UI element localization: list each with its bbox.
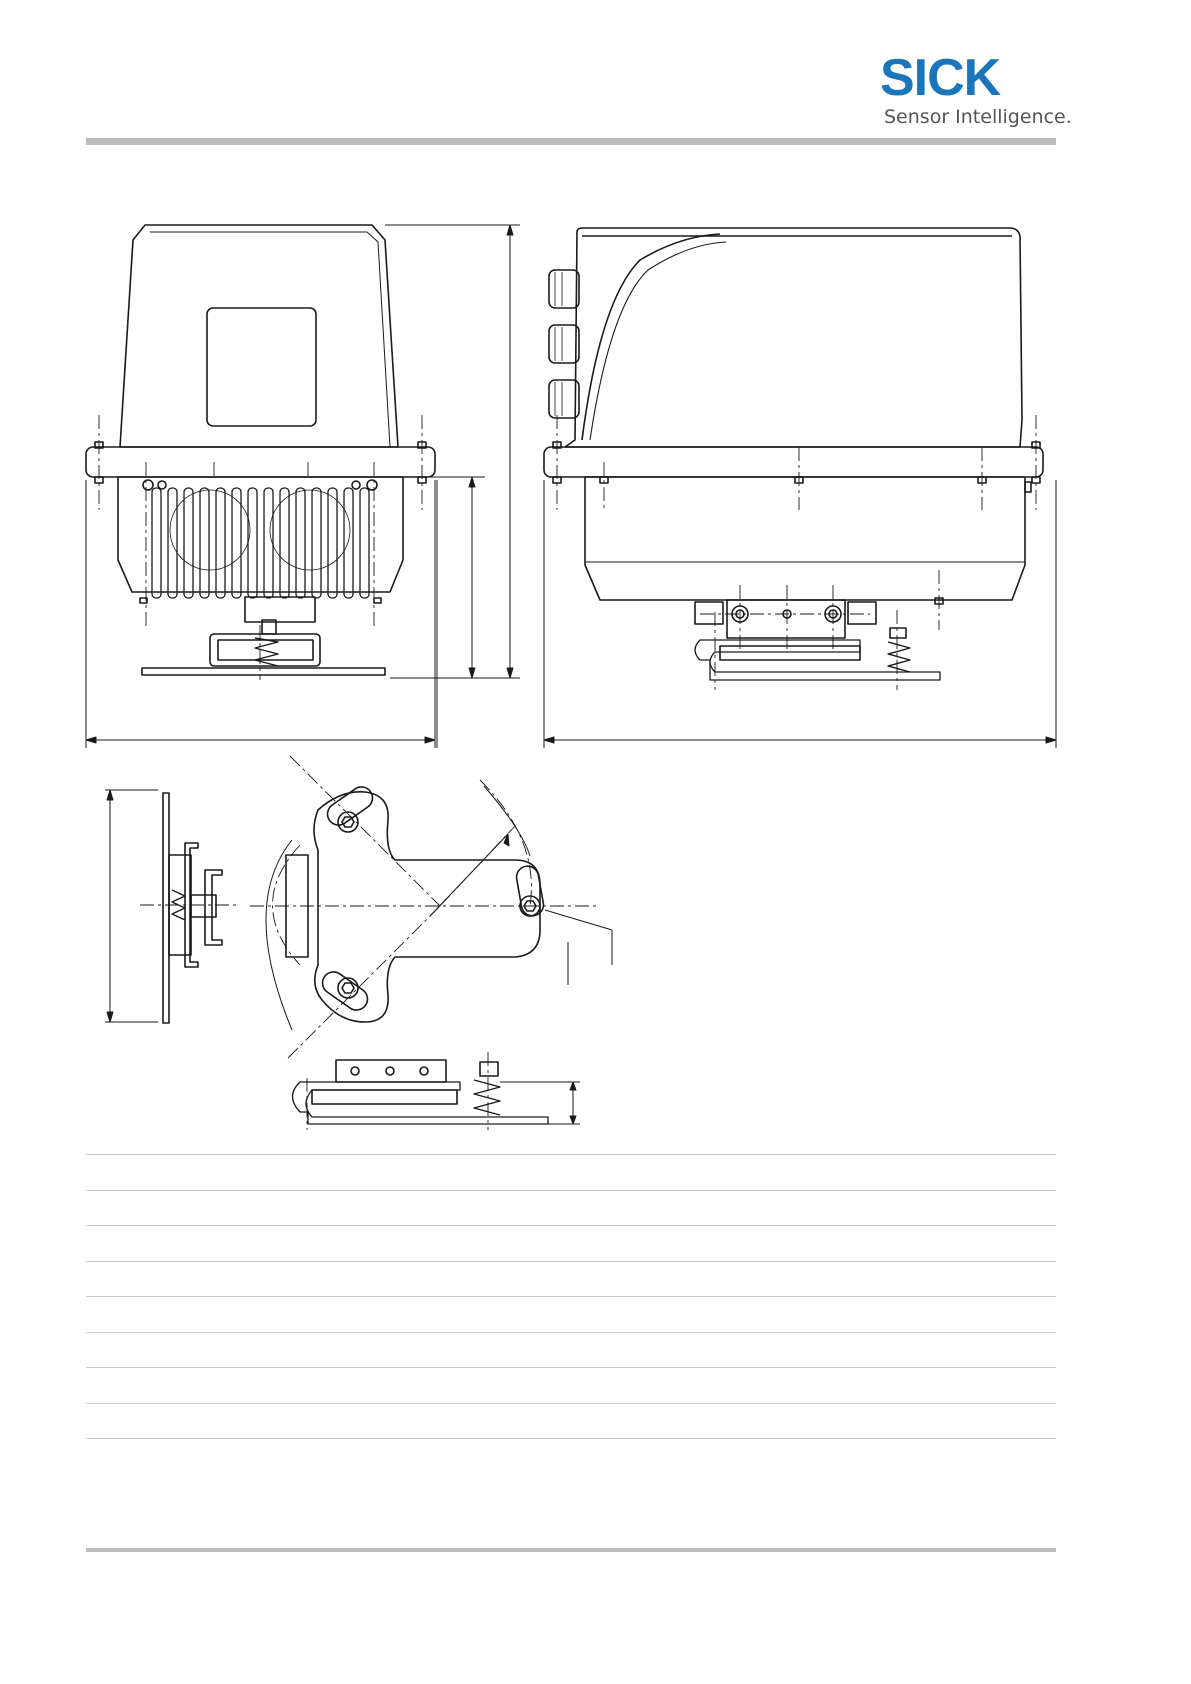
logo-wordmark: SICK xyxy=(880,49,1001,107)
bracket-side-view xyxy=(105,790,240,1023)
footer-rule xyxy=(86,1548,1056,1552)
side-view xyxy=(544,228,1056,748)
table-row xyxy=(86,1155,1056,1191)
table-row xyxy=(86,1404,1056,1440)
table-row xyxy=(86,1333,1056,1369)
bracket-bottom-view xyxy=(293,1052,581,1130)
logo-tagline: Sensor Intelligence. xyxy=(884,106,1072,128)
table-row xyxy=(86,1368,1056,1404)
spec-table xyxy=(86,1155,1056,1439)
table-top-border xyxy=(86,1154,1056,1155)
table-row xyxy=(86,1297,1056,1333)
front-view xyxy=(86,225,520,748)
bracket-top-view xyxy=(250,756,612,1058)
table-row xyxy=(86,1226,1056,1262)
table-row xyxy=(86,1191,1056,1227)
table-row xyxy=(86,1262,1056,1298)
